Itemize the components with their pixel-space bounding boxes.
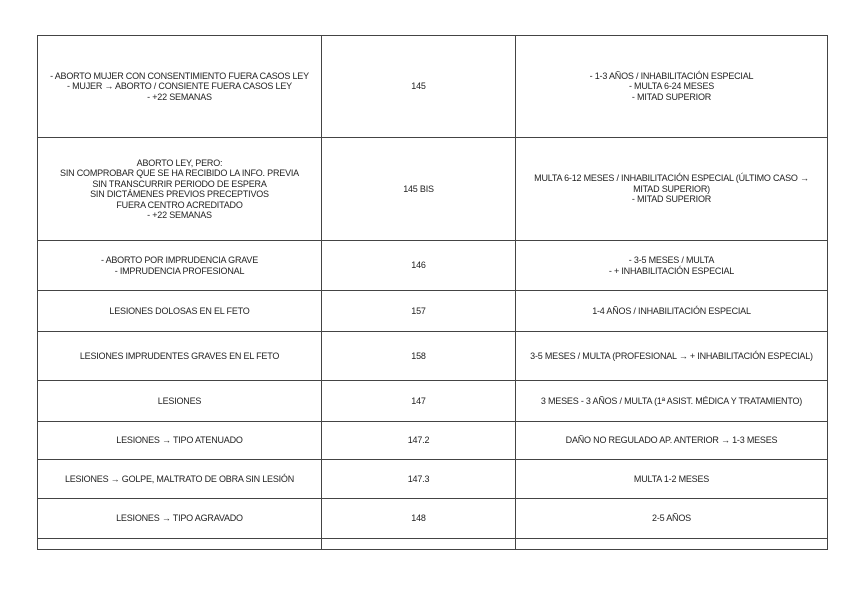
empty-cell [516,539,828,550]
penalty-cell: MULTA 6-12 MESES / INHABILITACIÓN ESPECIAL (ÚLTIMO CASO → MITAD SUPERIOR) - MITAD SUPERIOR [516,138,828,241]
article-cell: 147.2 [322,422,516,460]
article-cell: 145 [322,36,516,138]
table-row [38,422,828,460]
table-row [38,138,828,241]
crime-cell: - ABORTO POR IMPRUDENCIA GRAVE - IMPRUDENCIA PROFESIONAL [38,241,322,291]
penalty-cell: 1-4 AÑOS / INHABILITACIÓN ESPECIAL [516,291,828,332]
empty-table-row [38,539,828,550]
penalty-cell: - 3-5 MESES / MULTA - + INHABILITACIÓN ESPECIAL [516,241,828,291]
crime-cell: LESIONES DOLOSAS EN EL FETO [38,291,322,332]
penalty-cell: - 1-3 AÑOS / INHABILITACIÓN ESPECIAL - MULTA 6-24 MESES - MITAD SUPERIOR [516,36,828,138]
article-cell: 157 [322,291,516,332]
crime-cell: LESIONES → TIPO ATENUADO [38,422,322,460]
crime-cell: - ABORTO MUJER CON CONSENTIMIENTO FUERA CASOS LEY - MUJER → ABORTO / CONSIENTE FUERA CASOS LEY - +22 SEMANAS [38,36,322,138]
table-row [38,381,828,422]
table-row [38,241,828,291]
table-row [38,460,828,499]
penalty-cell: MULTA 1-2 MESES [516,460,828,499]
table-row [38,291,828,332]
crime-cell: LESIONES → GOLPE, MALTRATO DE OBRA SIN LESIÓN [38,460,322,499]
article-cell: 158 [322,332,516,381]
crime-cell: LESIONES → TIPO AGRAVADO [38,499,322,539]
crime-cell: LESIONES IMPRUDENTES GRAVES EN EL FETO [38,332,322,381]
article-cell: 147.3 [322,460,516,499]
empty-cell [322,539,516,550]
penalty-cell: DAÑO NO REGULADO AP. ANTERIOR → 1-3 MESES [516,422,828,460]
crime-cell: LESIONES [38,381,322,422]
crime-cell: ABORTO LEY, PERO: SIN COMPROBAR QUE SE HA RECIBIDO LA INFO. PREVIA SIN TRANSCURRIR PERIODO DE ESPERA SIN DICTÁMENES PREVIOS PRECEPTIVOS FUERA CENTRO ACREDITADO - +22 SEMANAS [38,138,322,241]
table-row [38,36,828,138]
table-row [38,332,828,381]
table-row [38,499,828,539]
penalty-cell: 3-5 MESES / MULTA (PROFESIONAL → + INHABILITACIÓN ESPECIAL) [516,332,828,381]
penalties-table [37,35,828,550]
penalty-cell: 3 MESES - 3 AÑOS / MULTA (1ª ASIST. MÉDICA Y TRATAMIENTO) [516,381,828,422]
penalty-cell: 2-5 AÑOS [516,499,828,539]
article-cell: 146 [322,241,516,291]
empty-cell [38,539,322,550]
article-cell: 147 [322,381,516,422]
article-cell: 148 [322,499,516,539]
article-cell: 145 BIS [322,138,516,241]
